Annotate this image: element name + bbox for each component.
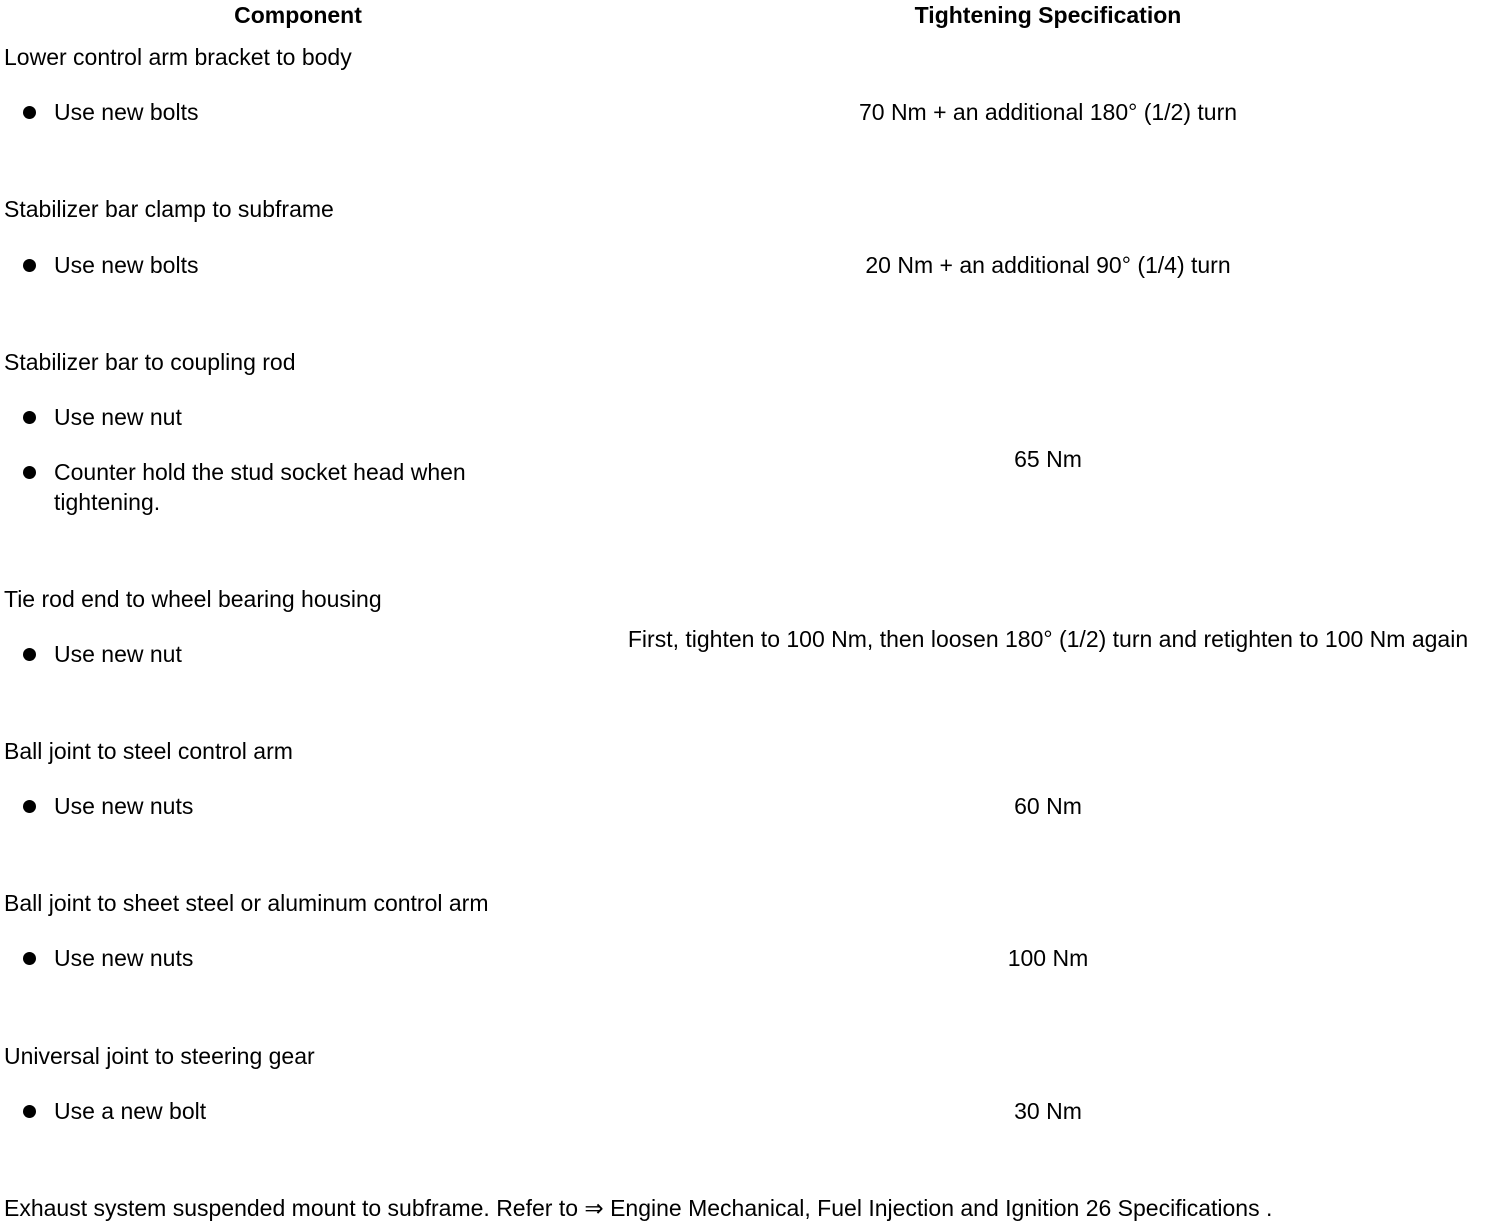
bullet-text: Use new nuts — [54, 945, 194, 971]
bullet-text: Use new nut — [54, 641, 182, 667]
component-name: Tie rod end to wheel bearing housing — [4, 586, 382, 612]
bullet-text: Use new bolts — [54, 99, 199, 125]
bullet-icon — [23, 800, 36, 813]
bullet-text: Use new bolts — [54, 252, 199, 278]
component-name: Universal joint to steering gear — [4, 1043, 315, 1069]
tightening-spec: 60 Nm — [1014, 793, 1082, 819]
bullet-icon — [23, 1105, 36, 1118]
component-column-header: Component — [234, 2, 362, 28]
bullet-icon — [23, 259, 36, 272]
bullet-text: Use new nuts — [54, 793, 194, 819]
component-name: Ball joint to steel control arm — [4, 738, 293, 764]
footer-note: Exhaust system suspended mount to subframe. Refer to ⇒ Engine Mechanical, Fuel Injection and Ignition 26 Specifications . — [4, 1195, 1273, 1221]
bullet-text: Use a new bolt — [54, 1098, 207, 1124]
tightening-spec: 30 Nm — [1014, 1098, 1082, 1124]
specification-column-header: Tightening Specification — [914, 2, 1182, 28]
bullet-icon — [23, 411, 36, 424]
component-name: Stabilizer bar to coupling rod — [4, 349, 296, 375]
bullet-icon — [23, 106, 36, 119]
tightening-spec: First, tighten to 100 Nm, then loosen 180° (1/2) turn and retighten to 100 Nm again — [627, 626, 1469, 652]
component-name: Ball joint to sheet steel or aluminum control arm — [4, 890, 489, 916]
tightening-spec: 100 Nm — [1007, 945, 1089, 971]
component-name: Stabilizer bar clamp to subframe — [4, 196, 334, 222]
bullet-icon — [23, 648, 36, 661]
component-name: Lower control arm bracket to body — [4, 44, 352, 70]
tightening-spec: 65 Nm — [1014, 446, 1082, 472]
tightening-spec: 70 Nm + an additional 180° (1/2) turn — [858, 99, 1238, 125]
bullet-icon — [23, 466, 36, 479]
tightening-spec: 20 Nm + an additional 90° (1/4) turn — [865, 252, 1231, 278]
bullet-text: Use new nut — [54, 404, 182, 430]
bullet-text: Counter hold the stud socket head when tightening. — [54, 459, 466, 515]
bullet-icon — [23, 952, 36, 965]
